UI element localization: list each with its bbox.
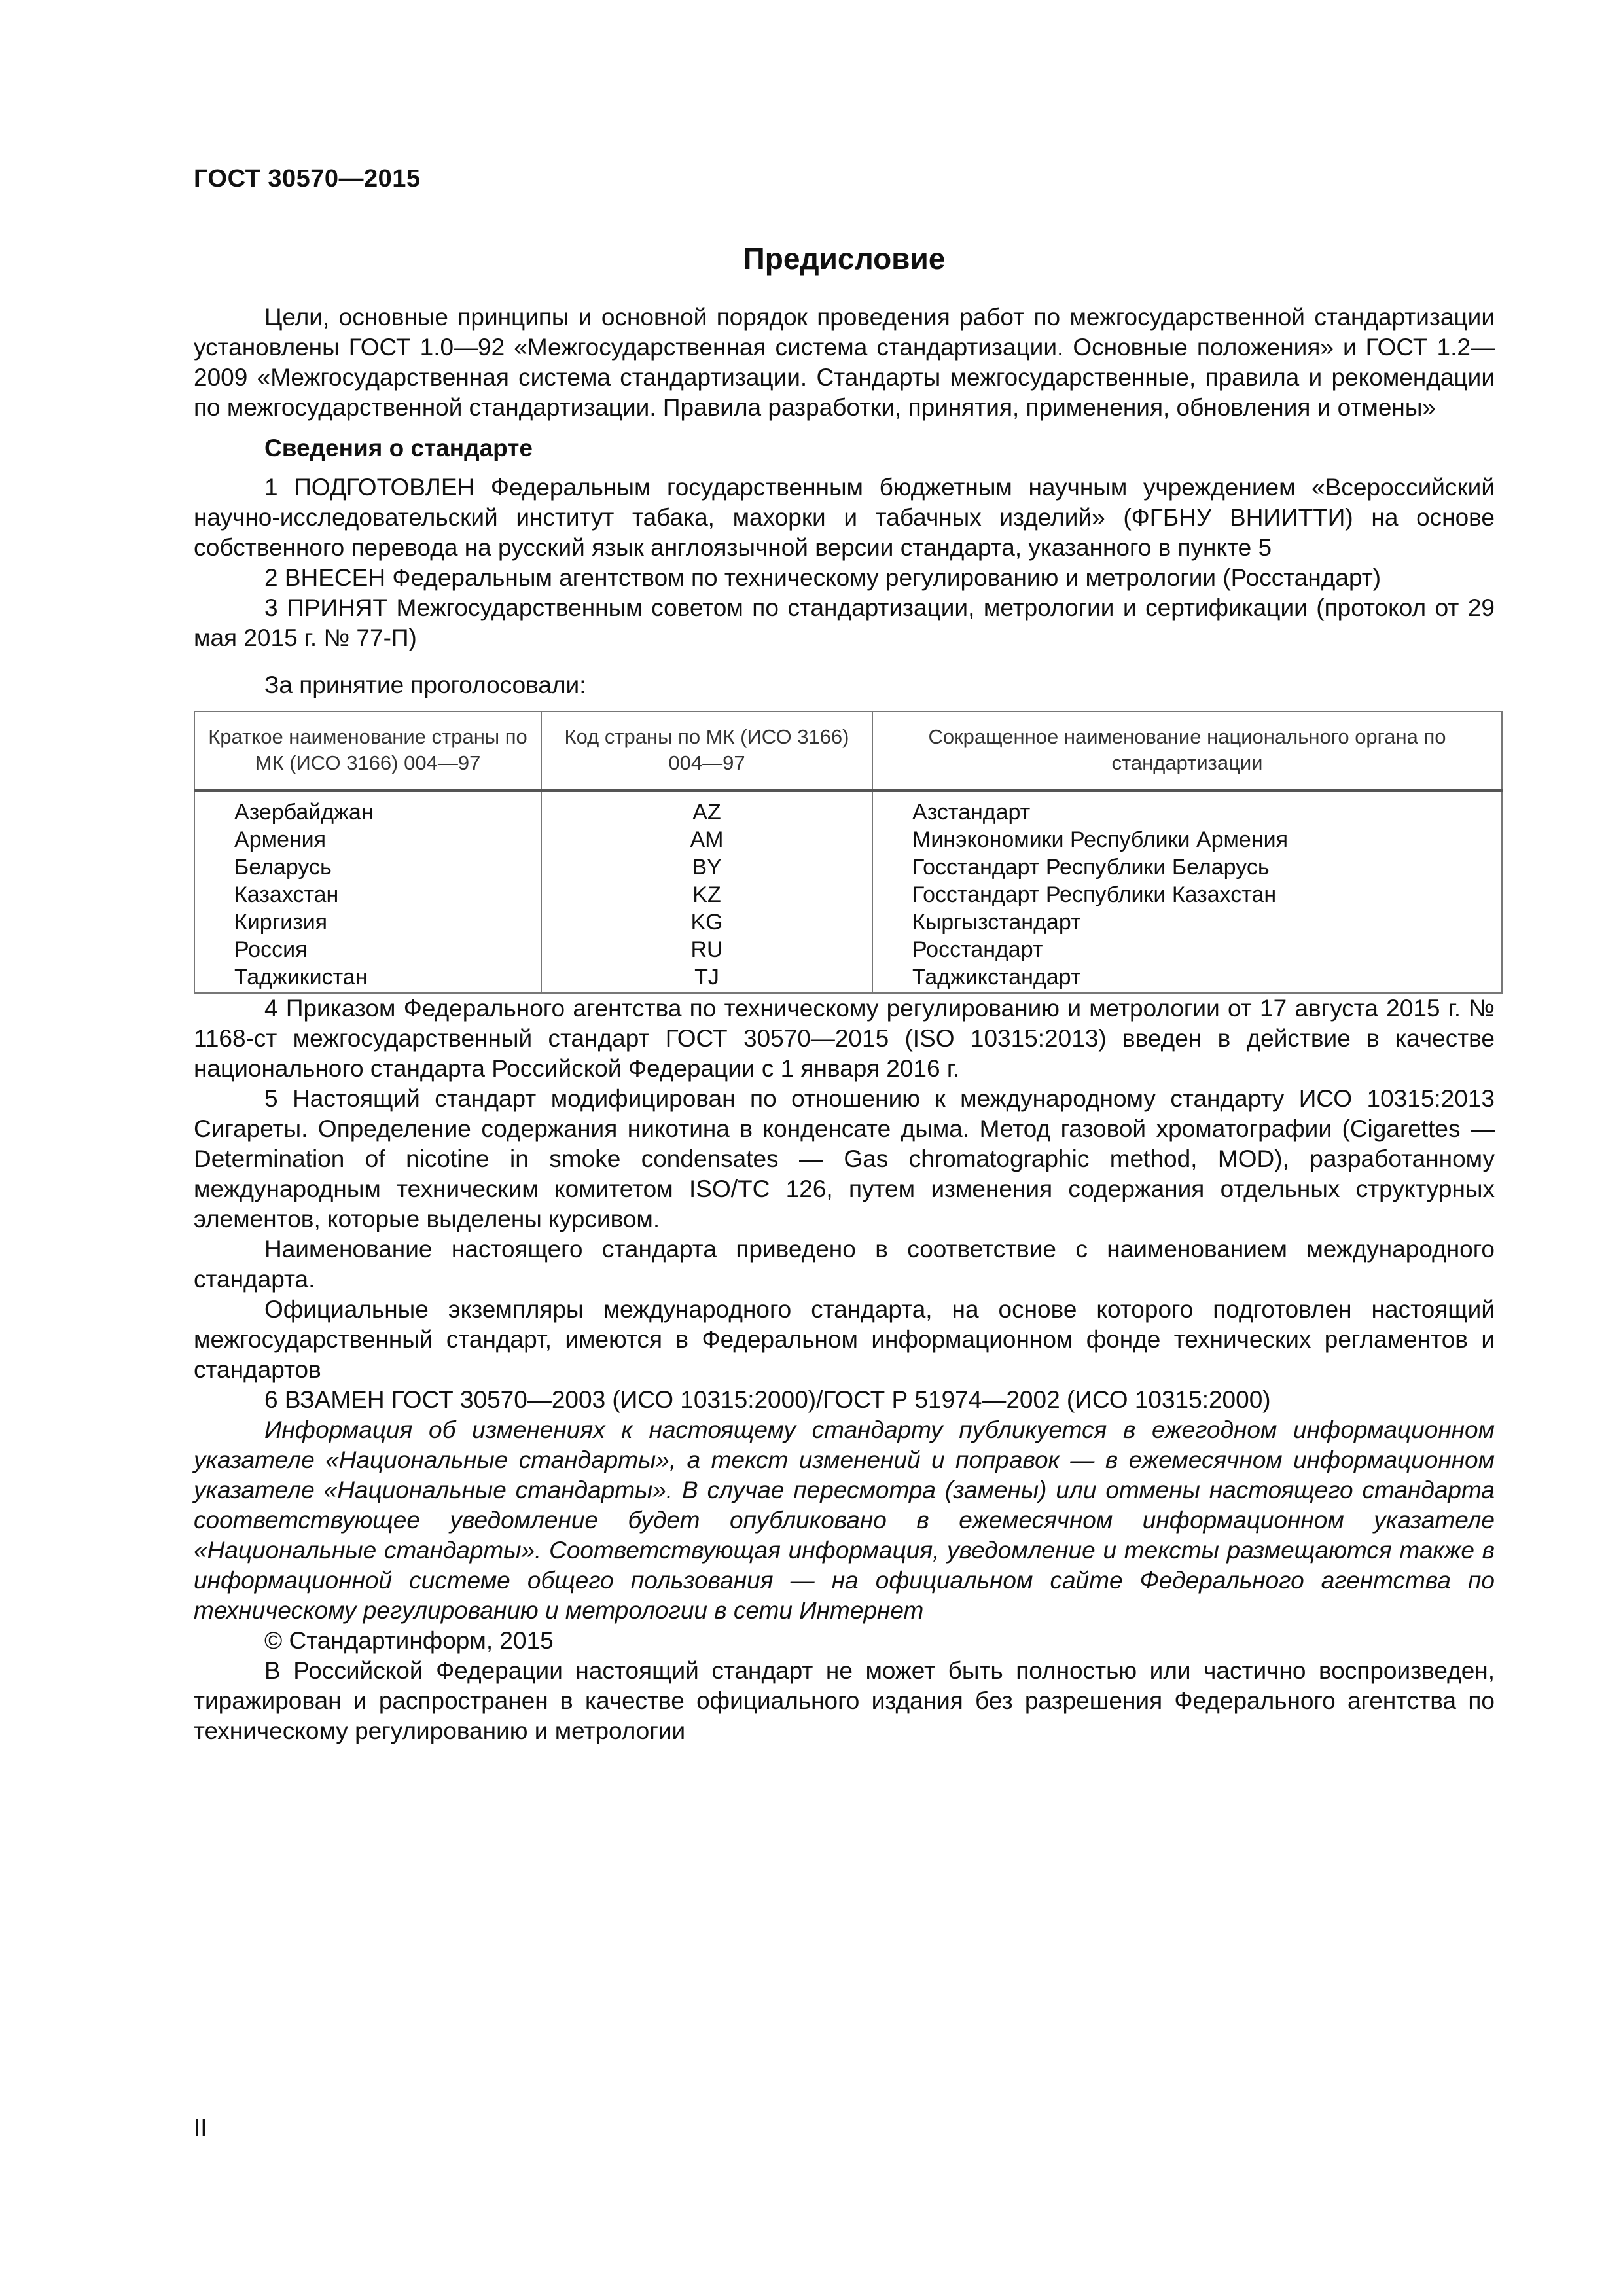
standards-body: Росстандарт xyxy=(872,936,1502,963)
country-code: KG xyxy=(541,908,872,936)
table-row xyxy=(194,826,1502,853)
section-subheading: Сведения о стандарте xyxy=(264,435,533,461)
standards-body: Азстандарт xyxy=(872,791,1502,826)
country-code: TJ xyxy=(541,963,872,993)
standards-body: Госстандарт Республики Беларусь xyxy=(872,853,1502,881)
reproduction-rights: В Российской Федерации настоящий стандарт не может быть полностью или частично воспроизведен, тиражирован и распространен в качестве официального издания без разрешения Федерального агентства по техническому регулированию и метрологии xyxy=(194,1657,1495,1744)
intro-paragraph: Цели, основные принципы и основной порядок проведения работ по межгосударственной стандартизации установлены ГОСТ 1.0—92 «Межгосударственная система стандартизации. Основные положения» и ГОСТ 1.2—2009 «Межгосударственная система стандартизации. Стандарты межгосударственные, правила и рекомендации по межгосударственной стандартизации. Правила разработки, принятия, применения, обновления и отмены» xyxy=(194,304,1495,421)
country-name: Таджикистан xyxy=(194,963,541,993)
country-name: Азербайджан xyxy=(194,791,541,826)
table-row xyxy=(194,936,1502,963)
country-name: Армения xyxy=(194,826,541,853)
item-prepared: 1 ПОДГОТОВЛЕН Федеральным государственным бюджетным научным учреждением «Всероссийский научно-исследовательский институт табака, махорки и табачных изделий» (ФГБНУ ВНИИТТИ) на основе собственного перевода на русский язык англоязычной версии стандарта, указанного в пункте 5 xyxy=(194,474,1495,561)
item-title-note: Наименование настоящего стандарта приведено в соответствие с наименованием международного стандарта. xyxy=(194,1236,1495,1293)
table-row xyxy=(194,791,1502,826)
item-adopted: 3 ПРИНЯТ Межгосударственным советом по стандартизации, метрологии и сертификации (протокол от 29 мая 2015 г. № 77-П) xyxy=(194,594,1495,651)
page-number: II xyxy=(194,2114,207,2141)
table-header-country: Краткое наименование страны по МК (ИСО 3166) 004—97 xyxy=(194,711,541,791)
voting-countries-table xyxy=(194,711,1503,994)
standards-body: Госстандарт Республики Казахстан xyxy=(872,881,1502,908)
document-code: ГОСТ 30570—2015 xyxy=(194,165,421,192)
copyright-notice: © Стандартинформ, 2015 xyxy=(264,1627,554,1654)
document-body xyxy=(194,302,1495,1746)
item-modified: 5 Настоящий стандарт модифицирован по отношению к международному стандарту ИСО 10315:2013 Сигареты. Определение содержания никотина в конденсате дыма. Метод газовой хроматографии (Cigarettes — Determination of nicotine in smoke condensates — Gas chromatographic method, MOD), разработанному международным техническим комитетом ISO/TC 126, путем изменения содержания отдельных структурных элементов, которые выделены курсивом. xyxy=(194,1085,1495,1232)
standards-body: Минэкономики Республики Армения xyxy=(872,826,1502,853)
country-name: Киргизия xyxy=(194,908,541,936)
item-enacted: 4 Приказом Федерального агентства по техническому регулированию и метрологии от 17 августа 2015 г. № 1168-ст межгосударственный стандарт ГОСТ 30570—2015 (ISO 10315:2013) введен в действие в качестве национального стандарта Российской Федерации с 1 января 2016 г. xyxy=(194,995,1495,1082)
table-header-code: Код страны по МК (ИСО 3166) 004—97 xyxy=(541,711,872,791)
table-header-organ: Сокращенное наименование национального органа по стандартизации xyxy=(872,711,1502,791)
country-name: Казахстан xyxy=(194,881,541,908)
country-code: AZ xyxy=(541,791,872,826)
item-replaces: 6 ВЗАМЕН ГОСТ 30570—2003 (ИСО 10315:2000)/ГОСТ Р 51974—2002 (ИСО 10315:2000) xyxy=(264,1386,1271,1413)
changes-information: Информация об изменениях к настоящему стандарту публикуется в ежегодном информационном указателе «Национальные стандарты», а текст изменений и поправок — в ежемесячном информационном указателе «Национальные стандарты». В случае пересмотра (замены) или отмены настоящего стандарта соответствующее уведомление будет опубликовано в ежемесячном информационном указателе «Национальные стандарты». Соответствующая информация, уведомление и тексты размещаются также в информационной системе общего пользования — на официальном сайте Федерального агентства по техническому регулированию и метрологии в сети Интернет xyxy=(194,1416,1495,1624)
table-row xyxy=(194,881,1502,908)
country-code: KZ xyxy=(541,881,872,908)
country-code: AM xyxy=(541,826,872,853)
table-row xyxy=(194,853,1502,881)
country-code: RU xyxy=(541,936,872,963)
page-title: Предисловие xyxy=(743,242,946,276)
table-header-row xyxy=(194,711,1502,791)
item-submitted: 2 ВНЕСЕН Федеральным агентством по техническому регулированию и метрологии (Росстандарт) xyxy=(264,564,1382,591)
vote-caption: За принятие проголосовали: xyxy=(264,672,586,698)
standards-body: Кыргызстандарт xyxy=(872,908,1502,936)
country-code: BY xyxy=(541,853,872,881)
country-name: Беларусь xyxy=(194,853,541,881)
standards-body: Таджикстандарт xyxy=(872,963,1502,993)
item-official-copies: Официальные экземпляры международного стандарта, на основе которого подготовлен настоящий межгосударственный стандарт, имеются в Федеральном информационном фонде технических регламентов и стандартов xyxy=(194,1296,1495,1383)
country-name: Россия xyxy=(194,936,541,963)
table-row xyxy=(194,963,1502,993)
table-row xyxy=(194,908,1502,936)
